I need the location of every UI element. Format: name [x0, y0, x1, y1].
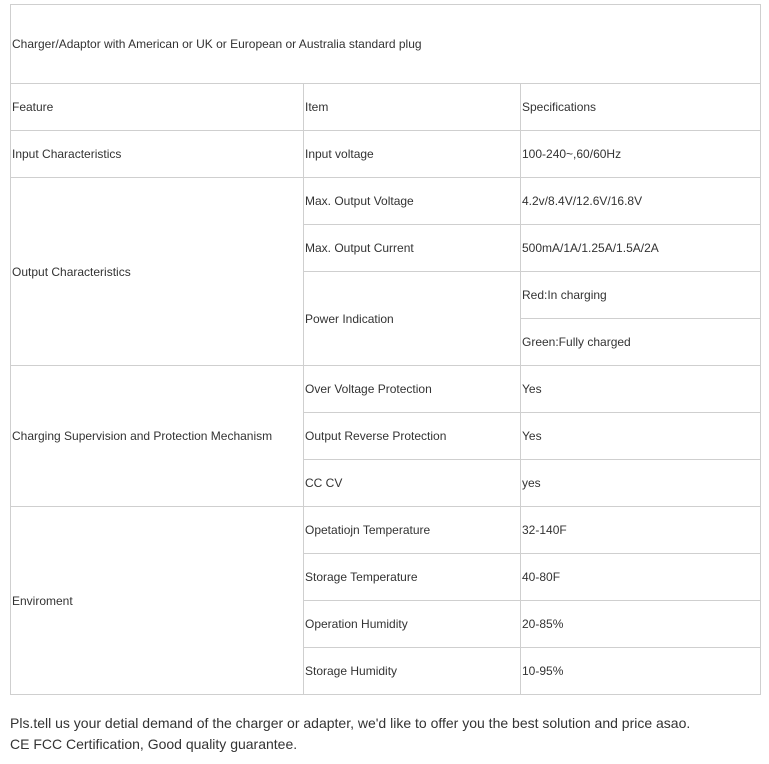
table-header-row	[11, 84, 761, 131]
feature-cell: Output Characteristics	[11, 178, 304, 366]
spec-cell: yes	[521, 460, 761, 507]
table-row	[11, 366, 761, 413]
item-cell: Over Voltage Protection	[304, 366, 521, 413]
spec-table	[10, 4, 761, 695]
feature-cell: Input Characteristics	[11, 131, 304, 178]
item-cell: Output Reverse Protection	[304, 413, 521, 460]
header-item: Item	[304, 84, 521, 131]
item-cell: Max. Output Voltage	[304, 178, 521, 225]
spec-cell: Red:In charging	[521, 272, 761, 319]
spec-cell: 10-95%	[521, 648, 761, 695]
spec-cell: Yes	[521, 413, 761, 460]
item-cell: Storage Humidity	[304, 648, 521, 695]
item-cell: Opetatiojn Temperature	[304, 507, 521, 554]
spec-cell: 20-85%	[521, 601, 761, 648]
spec-cell: 4.2v/8.4V/12.6V/16.8V	[521, 178, 761, 225]
table-row	[11, 5, 761, 84]
spec-cell: 40-80F	[521, 554, 761, 601]
table-title: Charger/Adaptor with American or UK or European or Australia standard plug	[11, 5, 761, 84]
feature-cell: Charging Supervision and Protection Mechanism	[11, 366, 304, 507]
item-cell: Power Indication	[304, 272, 521, 366]
header-specifications: Specifications	[521, 84, 761, 131]
spec-cell: Yes	[521, 366, 761, 413]
table-row	[11, 178, 761, 225]
item-cell: Max. Output Current	[304, 225, 521, 272]
spec-cell: Green:Fully charged	[521, 319, 761, 366]
header-feature: Feature	[11, 84, 304, 131]
feature-cell: Enviroment	[11, 507, 304, 695]
spec-cell: 32-140F	[521, 507, 761, 554]
item-cell: Input voltage	[304, 131, 521, 178]
table-row	[11, 131, 761, 178]
certification-text: CE FCC Certification, Good quality guarantee.	[10, 736, 298, 752]
table-row	[11, 507, 761, 554]
item-cell: CC CV	[304, 460, 521, 507]
item-cell: Operation Humidity	[304, 601, 521, 648]
spec-cell: 100-240~,60/60Hz	[521, 131, 761, 178]
spec-cell: 500mA/1A/1.25A/1.5A/2A	[521, 225, 761, 272]
note-text: Pls.tell us your detial demand of the charger or adapter, we'd like to offer you the best solution and price asao.	[10, 715, 691, 731]
item-cell: Storage Temperature	[304, 554, 521, 601]
